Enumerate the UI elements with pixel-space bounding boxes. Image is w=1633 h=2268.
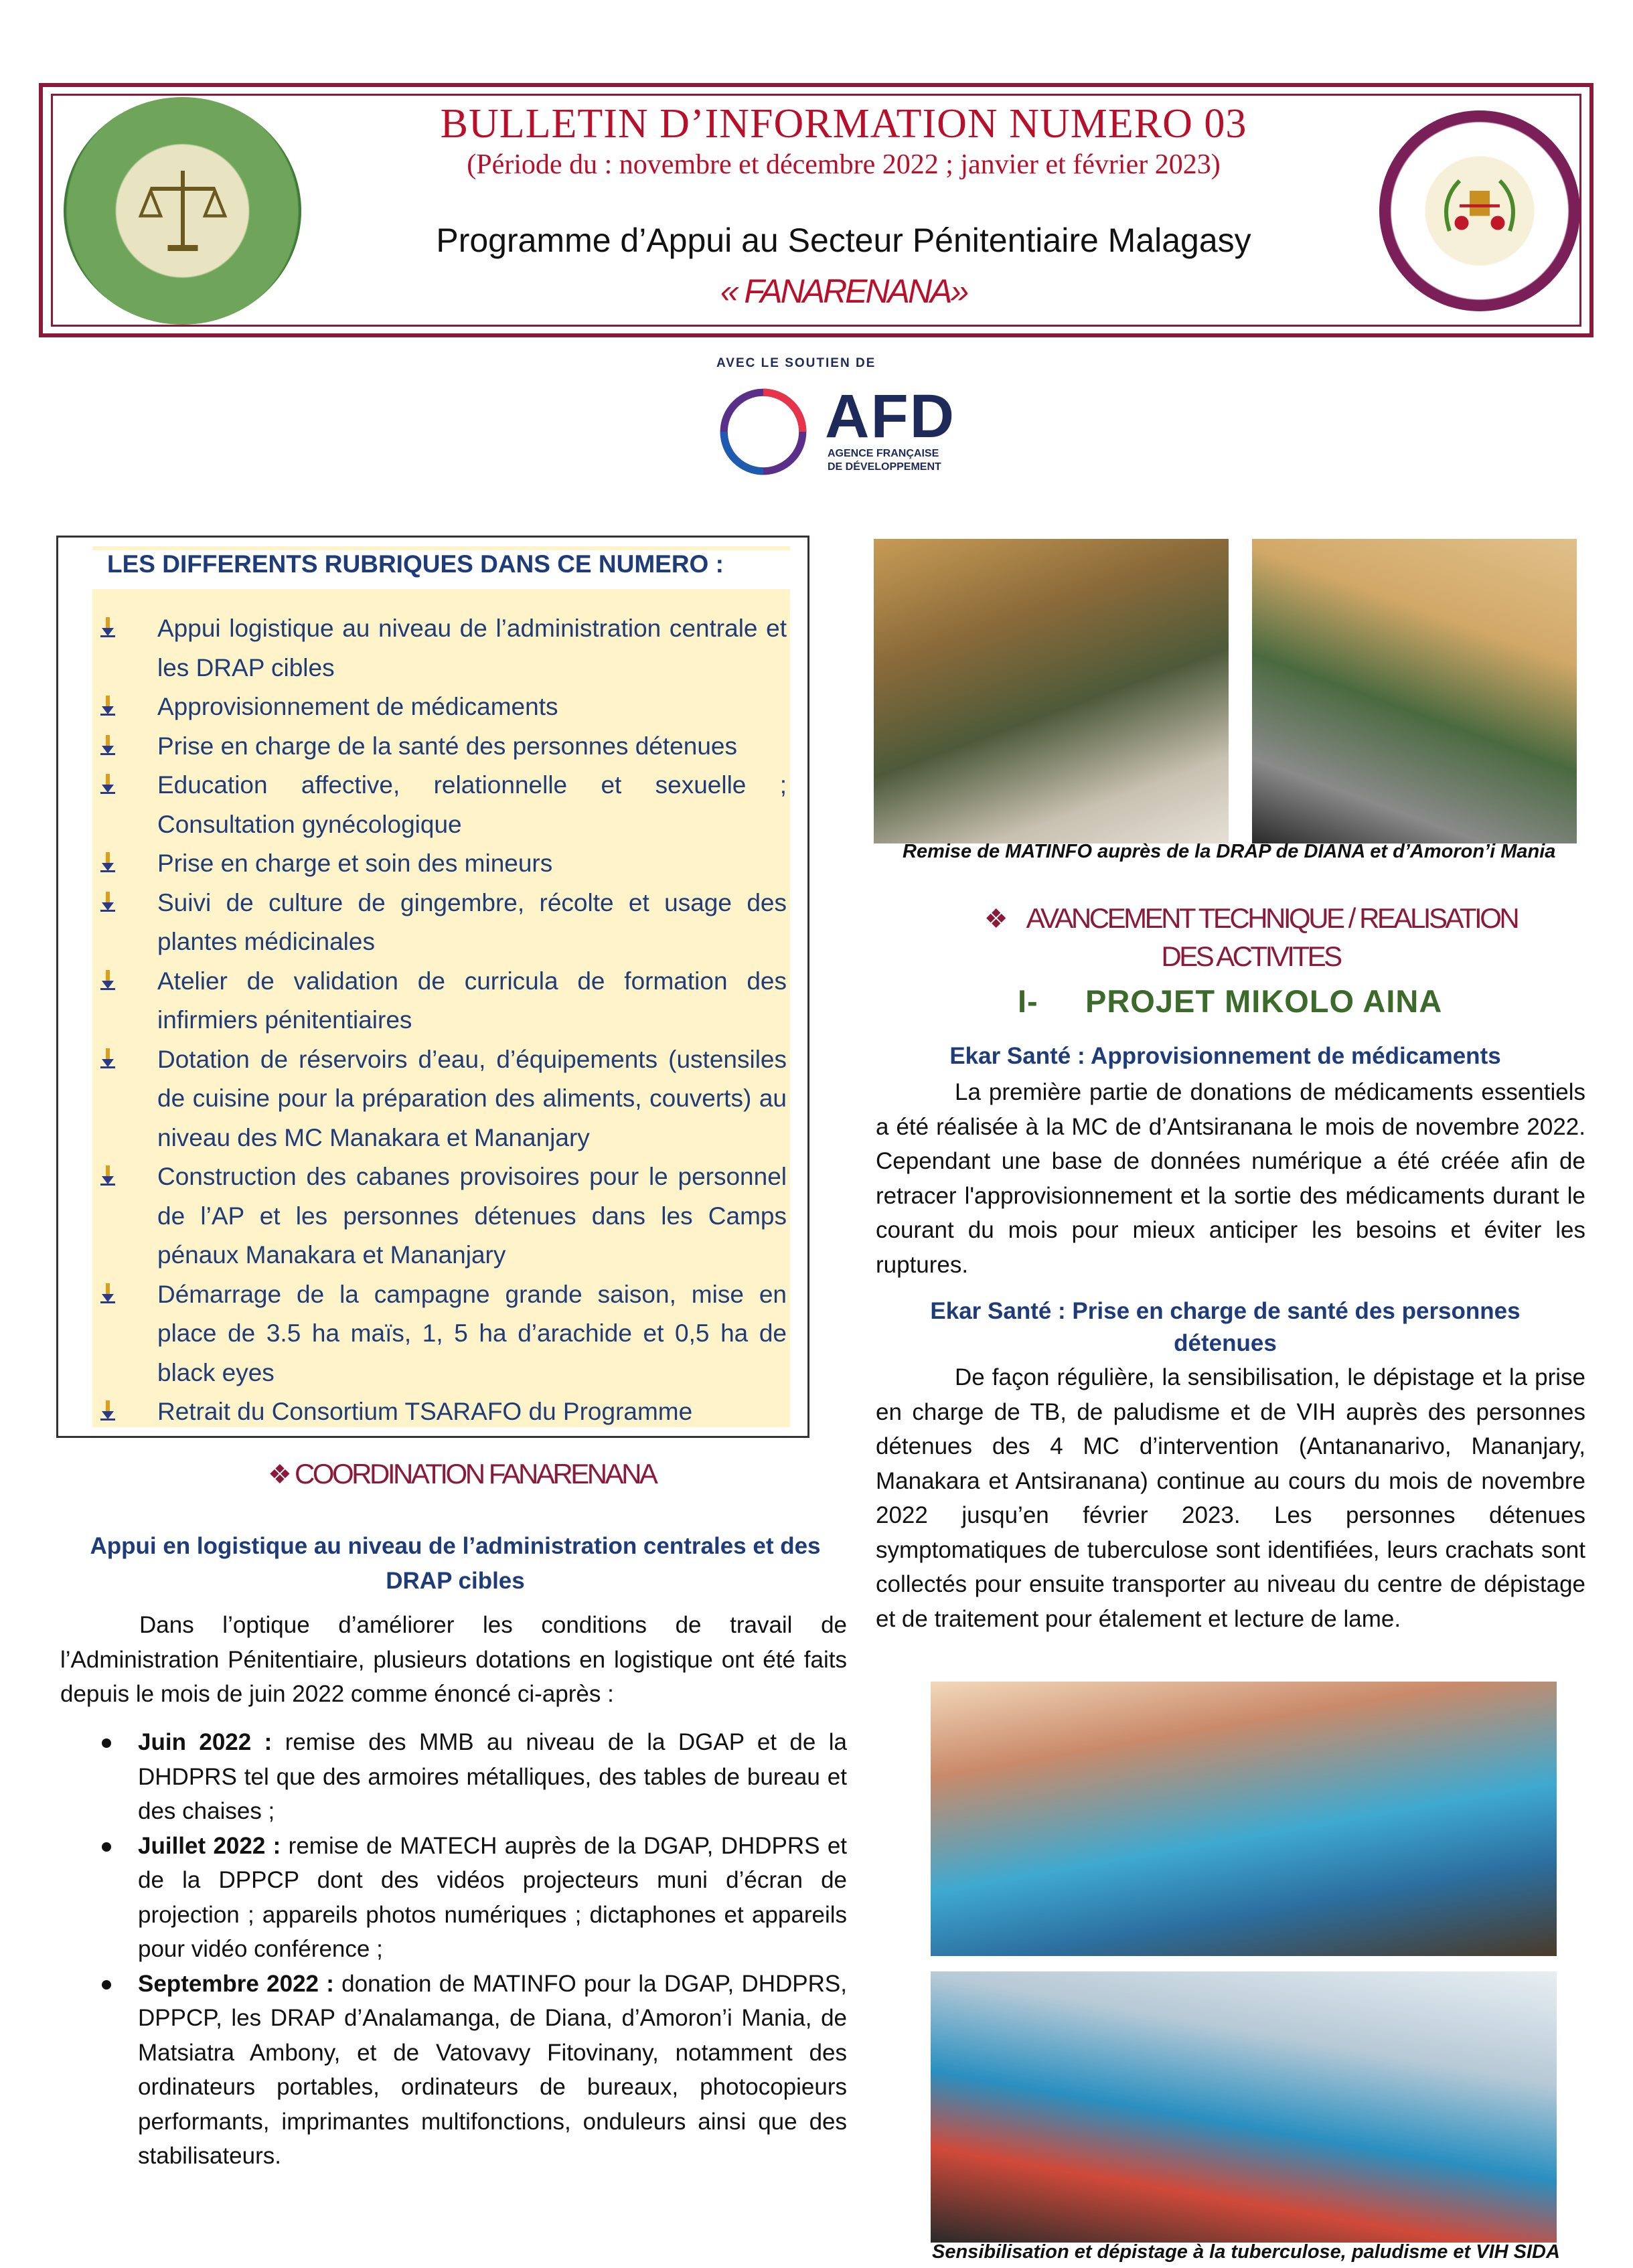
photo-matinfo-diana [874, 539, 1229, 843]
appui-subheading: Appui en logistique au niveau de l’administration centrales et des DRAP cibles [90, 1533, 821, 1594]
rubrique-text: Atelier de validation de curricula de formation des infirmiers pénitentiaires [157, 967, 787, 1034]
sponsor-label: AVEC LE SOUTIEN DE [716, 356, 876, 370]
rubrique-text: Education affective, relationnelle et sexuelle ; Consultation gynécologique [157, 771, 787, 838]
avancement-heading-text: AVANCEMENT TECHNIQUE / REALISATION DES ACTIVITES [1026, 902, 1518, 972]
projet-heading [1018, 983, 1442, 1020]
bullet-text: remise des MMB au niveau de la DGAP et de la DHDPRS tel que des armoires métalliques, des tables de bureau et des chaises ; [138, 1729, 847, 1824]
afd-logo-subtitle [828, 447, 941, 474]
afd-ring-logo-icon [716, 385, 810, 479]
list-item [60, 1967, 847, 2174]
bullet-label: Septembre 2022 : [138, 1970, 334, 1997]
ministry-seal-logo [64, 97, 301, 325]
ekar-sante-medicaments-subheading: Ekar Santé : Approvisionnement de médicaments [949, 1043, 1501, 1069]
programme-acronym: « FANARENANA» [720, 272, 967, 310]
bullet-label: Juillet 2022 : [138, 1832, 281, 1859]
afd-sub-line-2: DE DÉVELOPPEMENT [828, 461, 941, 473]
arrow-down-bullet-icon [100, 852, 115, 872]
arrow-down-bullet-icon [100, 696, 115, 716]
coordination-heading [268, 1458, 655, 1490]
arrow-down-bullet-icon [100, 1048, 115, 1068]
rubrique-text: Suivi de culture de gingembre, récolte et usage des plantes médicinales [157, 888, 787, 955]
photo-caption: Remise de MATINFO auprès de la DRAP de DIANA et d’Amoron’i Mania [903, 841, 1556, 862]
list-item [100, 962, 787, 1040]
prise-en-charge-paragraph: De façon régulière, la sensibilisation, le dépistage et la prise en charge de TB, de paludisme et de VIH auprès des personnes détenues des 4 MC d’intervention (Antananarivo, Mananjary, Manakara et Antsiranana) continue au cours du mois de novembre 2022 jusqu’en février 2023. Les personnes détenues symptomatiques de tuberculose sont identifiées, leurs crachats sont collectés pour ensuite transporter au niveau du centre de dépistage et de traitement pour étalement et lecture de lame. [876, 1364, 1585, 1632]
diamond-bullet-icon: ❖ [984, 904, 1026, 934]
arrow-down-bullet-icon [100, 774, 115, 794]
arrow-down-bullet-icon [100, 735, 115, 755]
list-item [100, 1275, 787, 1393]
list-item [100, 1392, 787, 1432]
list-item [100, 884, 787, 962]
rubriques-list [100, 609, 787, 1432]
list-item [100, 727, 787, 766]
rubrique-text: Retrait du Consortium TSARAFO du Programme [157, 1398, 693, 1425]
arrow-down-bullet-icon [100, 1283, 115, 1303]
rubrique-text: Démarrage de la campagne grande saison, mise en place de 3.5 ha maïs, 1, 5 ha d’arachide et 0,5 ha de black eyes [157, 1280, 787, 1386]
arrow-down-bullet-icon [100, 892, 115, 912]
diamond-bullet-icon: ❖ [268, 1460, 295, 1489]
list-item [60, 1725, 847, 1829]
medicaments-paragraph: La première partie de donations de médicaments essentiels a été réalisée à la MC de d’Antsiranana le mois de novembre 2022. Cependant une base de données numérique a été créée afin de retracer l'approvisionnement et la sortie des médicaments durant le courant du mois pour mieux anticiper les besoins et éviter les ruptures. [876, 1079, 1585, 1278]
photo-depistage-lab [931, 1971, 1557, 2243]
photo-caption: Sensibilisation et dépistage à la tuberculose, paludisme et VIH SIDA [932, 2241, 1560, 2263]
programme-name: Programme d’Appui au Secteur Pénitentiaire Malagasy [436, 222, 1251, 259]
list-item [60, 1829, 847, 1967]
list-item [100, 1157, 787, 1275]
coordination-intro: Dans l’optique d’améliorer les conditions de travail de l’Administration Pénitentiaire, plusieurs dotations en logistique ont été faits depuis le mois de juin 2022 comme énoncé ci-après : [60, 1612, 847, 1707]
fanarenana-emblem-icon [1429, 161, 1530, 261]
rubrique-text: Dotation de réservoirs d’eau, d’équipements (ustensiles de cuisine pour la préparation des aliments, couverts) au niveau des MC Manakara et Mananjary [157, 1045, 787, 1151]
projet-title: PROJET MIKOLO AINA [1085, 983, 1443, 1019]
rubrique-text: Appui logistique au niveau de l’administration centrale et les DRAP cibles [157, 615, 787, 681]
photo-matinfo-amoroni-mania [1252, 539, 1577, 843]
coordination-heading-text: COORDINATION FANARENANA [294, 1458, 656, 1489]
projet-number: I- [1018, 983, 1038, 1019]
rubriques-title: LES DIFFERENTS RUBRIQUES DANS CE NUMERO : [107, 550, 724, 578]
ekar-sante-prise-en-charge-subheading: Ekar Santé : Prise en charge de santé des personnes détenues [930, 1298, 1521, 1356]
afd-sub-line-1: AGENCE FRANÇAISE [828, 448, 939, 459]
bulletin-period: (Période du : novembre et décembre 2022 ; janvier et février 2023) [467, 149, 1221, 180]
rubrique-text: Approvisionnement de médicaments [157, 693, 558, 720]
arrow-down-bullet-icon [100, 617, 115, 637]
list-item [100, 609, 787, 687]
justice-scale-icon [133, 161, 233, 261]
arrow-down-bullet-icon [100, 970, 115, 990]
arrow-down-bullet-icon [100, 1400, 115, 1421]
bullet-text: remise de MATECH auprès de la DGAP, DHDPRS et de la DPPCP dont des vidéos projecteurs muni d’écran de projection ; appareils photos numériques ; dictaphones et appareils pour vidéo conférence ; [138, 1832, 848, 1962]
rubrique-text: Prise en charge de la santé des personnes détenues [157, 732, 737, 760]
rubrique-text: Construction des cabanes provisoires pour le personnel de l’AP et les personnes détenues dans les Camps pénaux Manakara et Mananjary [157, 1163, 787, 1269]
list-item [100, 766, 787, 844]
bulletin-title: BULLETIN D’INFORMATION NUMERO 03 [440, 101, 1247, 147]
photo-sensibilisation-group [931, 1682, 1557, 1956]
list-item [100, 1040, 787, 1158]
bullet-text: donation de MATINFO pour la DGAP, DHDPRS, DPPCP, les DRAP d’Analamanga, de Diana, d’Amoron’i Mania, de Matsiatra Ambony, et de Vatovavy Fitovinany, notamment des ordinateurs portables, ordinateurs de bureaux, photocopieurs performants, imprimantes multifonctions, onduleurs ainsi que des stabilisateurs. [138, 1970, 847, 2169]
coordination-bullets [60, 1725, 847, 2174]
afd-logo-letters: AFD [825, 382, 956, 451]
avancement-heading [956, 900, 1545, 975]
fanarenana-seal-logo [1379, 110, 1580, 311]
rubrique-text: Prise en charge et soin des mineurs [157, 849, 553, 877]
list-item [100, 687, 787, 727]
list-item [100, 844, 787, 884]
bullet-label: Juin 2022 : [138, 1729, 273, 1755]
arrow-down-bullet-icon [100, 1165, 115, 1186]
